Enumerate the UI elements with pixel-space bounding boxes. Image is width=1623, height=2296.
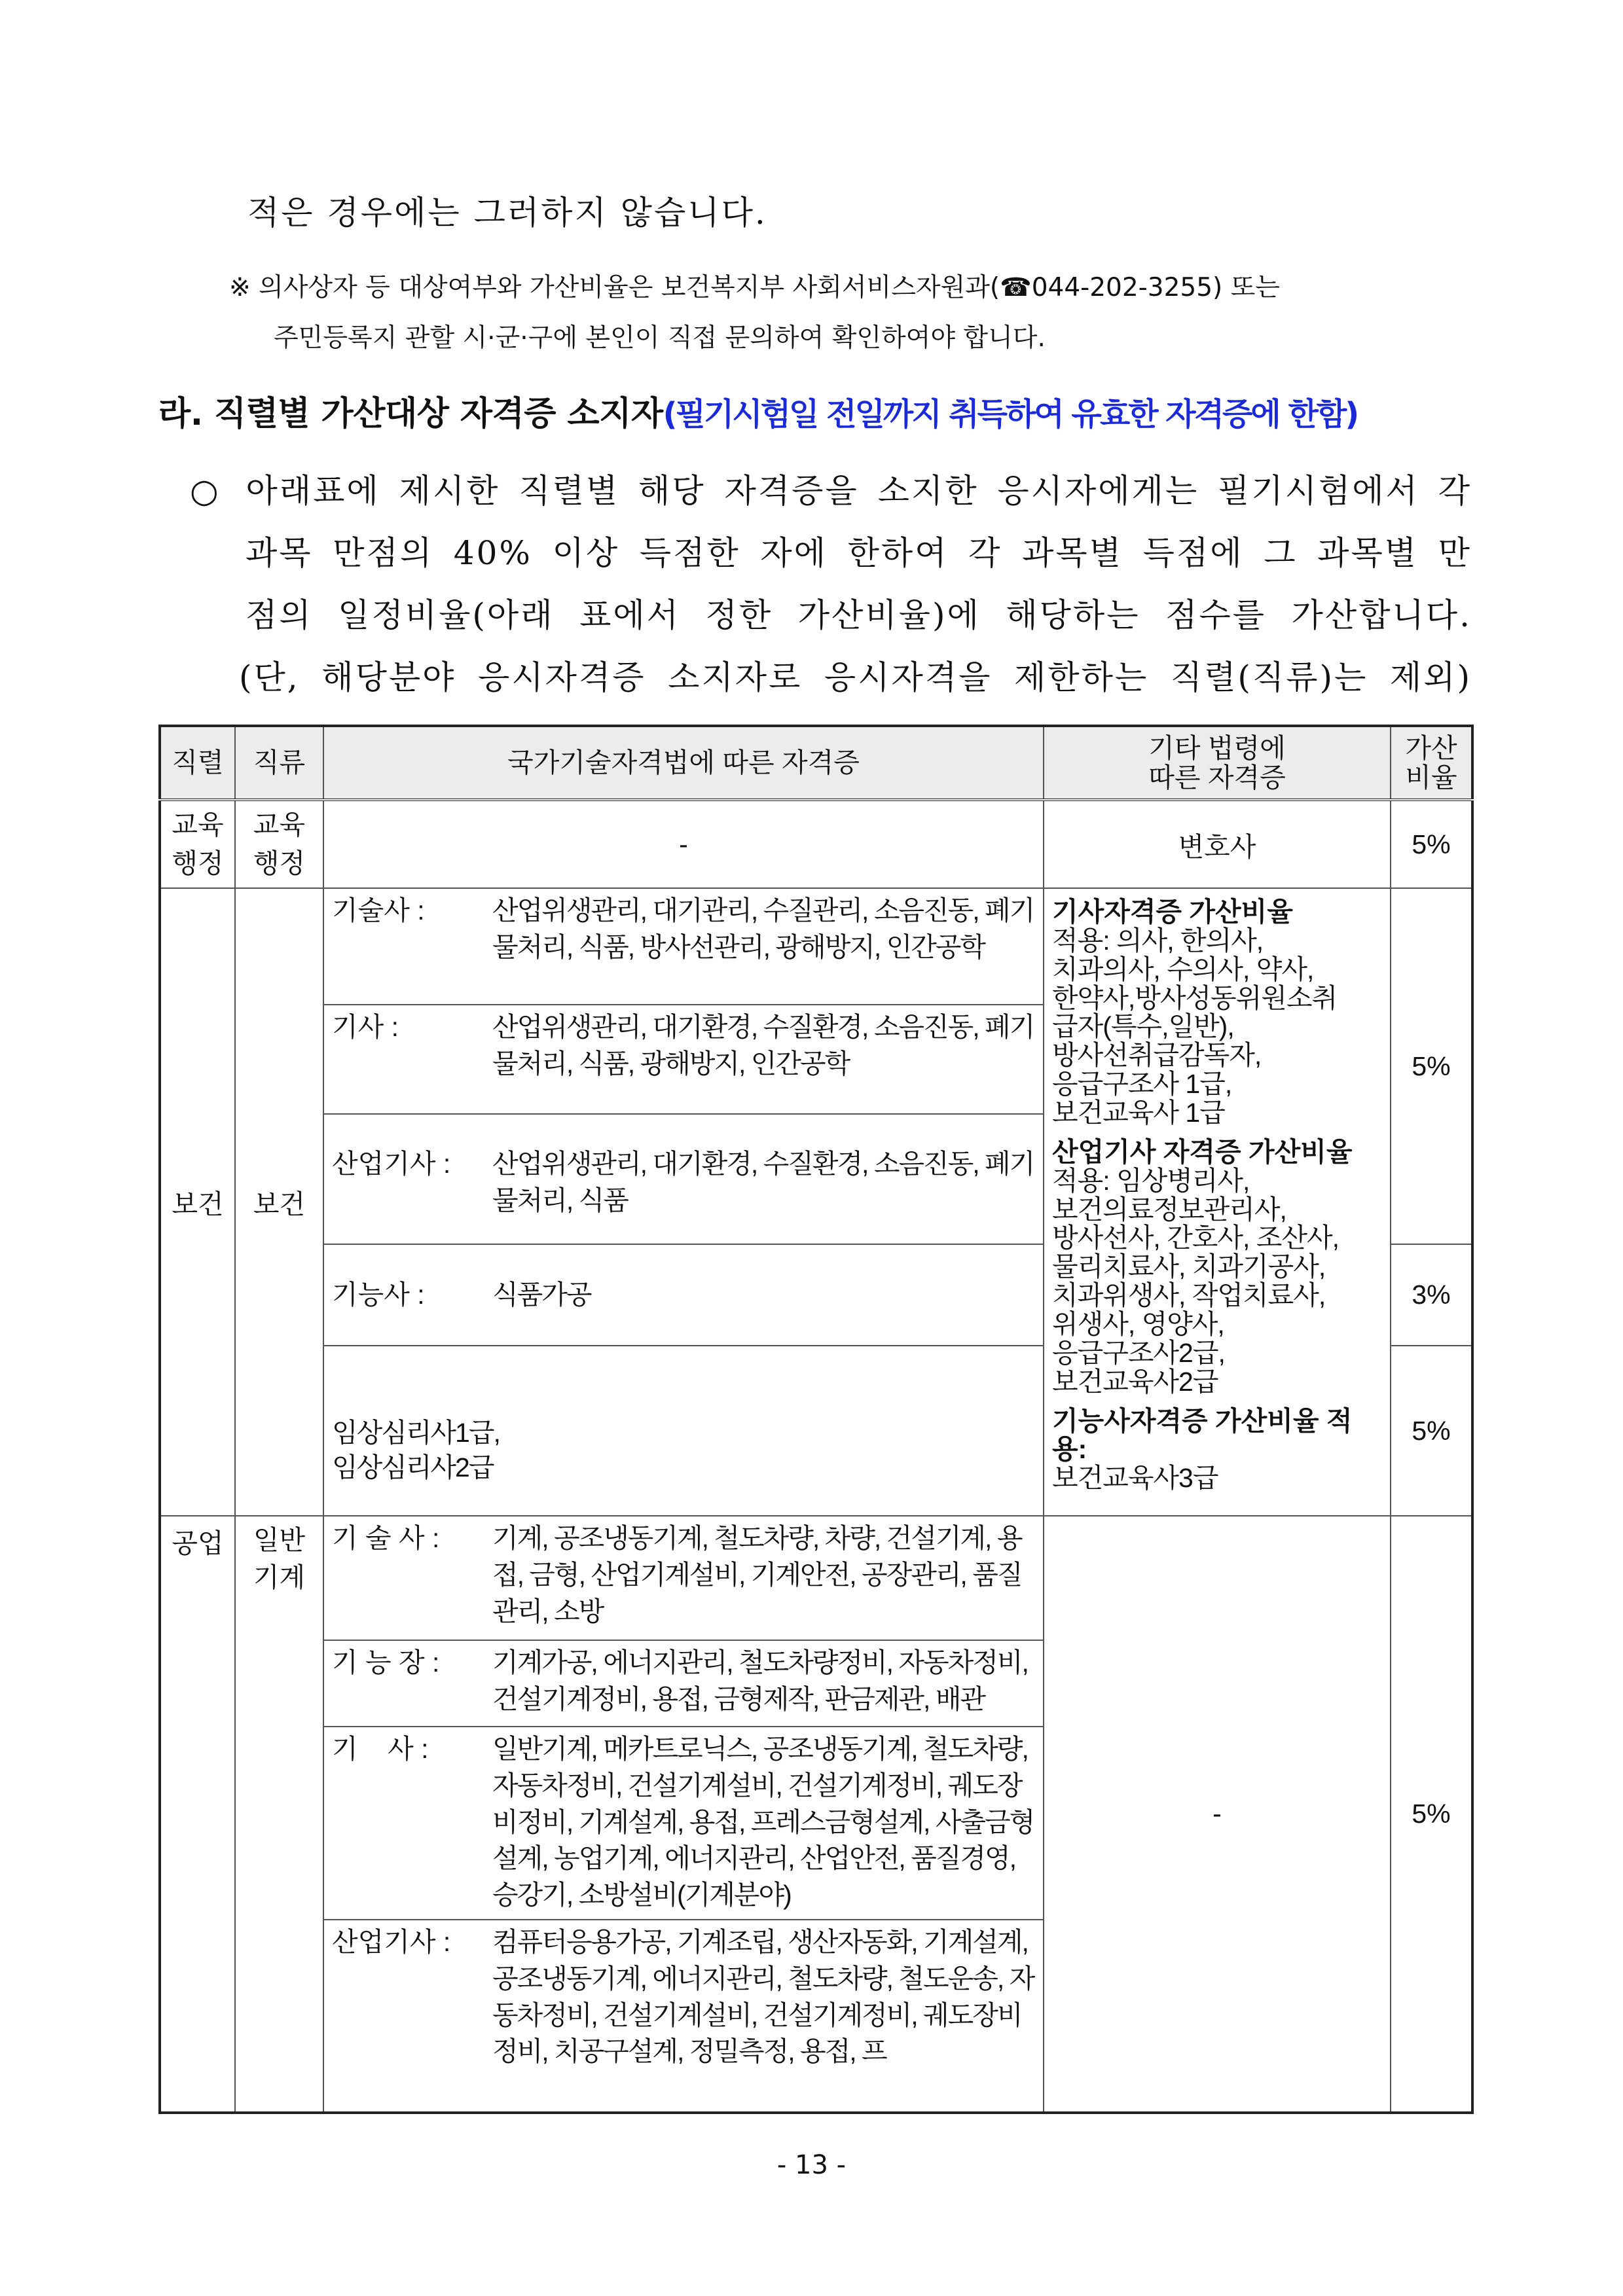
other-line: 급자(특수,일반), [1052, 1011, 1234, 1042]
section-heading [158, 386, 1357, 435]
table-row-industry-1 [160, 1516, 1472, 1640]
header-other-cert [1044, 726, 1391, 800]
health-cert-1 [323, 888, 1044, 1005]
header-ratio [1391, 726, 1472, 800]
health-ratio-2: 3% [1391, 1244, 1472, 1346]
psych-line-1: 임상심리사1급, [332, 1417, 500, 1448]
header-other-line-1: 기타 법령에 [1148, 733, 1286, 764]
header-series: 직렬 [160, 726, 235, 800]
cert-value: 산업위생관리, 대기환경, 수질환경, 소음진동, 폐기물처리, 식품, 광해방지, 인간공학 [492, 1012, 1034, 1079]
certificate-table [158, 725, 1474, 2114]
health-cert-psych [323, 1346, 1044, 1516]
header-track: 직류 [235, 726, 323, 800]
other-line: 보건교육사2급 [1052, 1366, 1218, 1397]
other-line: 보건의료정보관리사, [1052, 1194, 1286, 1225]
section-title-note: (필기시험일 전일까지 취득하여 유효한 자격증에 한함) [663, 396, 1358, 433]
table-row-edu [160, 800, 1472, 888]
other-line: 응급구조사2급, [1052, 1337, 1225, 1368]
para-line-2: 과목 만점의 40% 이상 득점한 자에 한하여 각 과목별 득점에 그 과목별 만 [246, 534, 1472, 572]
header-other-line-2: 따른 자격증 [1148, 762, 1286, 793]
edu-national: - [323, 800, 1044, 888]
cert-label: 산업기사 : [332, 1927, 451, 1957]
other-line: 위생사, 영양사, [1052, 1309, 1224, 1340]
other-line: 물리치료사, 치과기공사, [1052, 1251, 1326, 1282]
health-other-cert [1044, 888, 1391, 1516]
edu-track [235, 800, 323, 888]
edu-other: 변호사 [1044, 800, 1391, 888]
cert-label: 기 능 장 : [332, 1647, 440, 1677]
cert-label: 기사 : [332, 1012, 399, 1042]
industry-cert-3 [323, 1727, 1044, 1920]
para-line-1: ○ 아래표에 제시한 직렬별 해당 자격증을 소지한 응시자에게는 필기시험에서 각 [190, 472, 1472, 510]
other-line: 응급구조사 1급, [1052, 1069, 1232, 1100]
edu-ratio: 5% [1391, 800, 1472, 888]
edu-series-l2: 행정 [172, 848, 224, 878]
edu-track-l1: 교육 [253, 809, 306, 840]
other-line: 방사선취급감독자, [1052, 1040, 1262, 1071]
table-row-health-1 [160, 888, 1472, 1005]
intro-line: 적은 경우에는 그러하지 않습니다. [247, 194, 767, 232]
health-cert-2 [323, 1005, 1044, 1114]
health-series: 보건 [160, 888, 235, 1516]
cert-value: 산업위생관리, 대기관리, 수질관리, 소음진동, 폐기물처리, 식품, 방사선관리, 광해방지, 인간공학 [492, 895, 1034, 962]
cert-value: 컴퓨터응용가공, 기계조립, 생산자동화, 기계설계, 공조냉동기계, 에너지관리, 철도차량, 철도운송, 자동차정비, 건설기계설비, 건설기계정비, 궤도장비정비, 치공구설계, 정밀측정, 용접, 프 [492, 1927, 1034, 2067]
header-ratio-line-2: 비율 [1405, 762, 1457, 793]
industry-other: - [1044, 1516, 1391, 2113]
cert-value: 일반기계, 메카트로닉스, 공조냉동기계, 철도차량, 자동차정비, 건설기계설비, 건설기계정비, 궤도장비정비, 기계설계, 용접, 프레스금형설계, 사출금형설계, 농업기계, 에너지관리, 산업안전, 품질경영, 승강기, 소방설비(기계분야) [492, 1734, 1034, 1910]
cert-value: 기계, 공조냉동기계, 철도차량, 차량, 건설기계, 용접, 금형, 산업기계설비, 기계안전, 공장관리, 품질관리, 소방 [492, 1523, 1022, 1626]
industry-cert-1 [323, 1516, 1044, 1640]
other-line: 치과의사, 수의사, 약사, [1052, 954, 1314, 984]
section-title: 라. 직렬별 가산대상 자격증 소지자 [158, 395, 663, 433]
other-line: 기능사자격증 가산비율 적용: [1052, 1405, 1353, 1465]
other-line: 기사자격증 가산비율 [1052, 897, 1293, 927]
para-line-3: 점의 일정비율(아래 표에서 정한 가산비율)에 해당하는 점수를 가산합니다. [246, 596, 1472, 634]
note-line-1: ※ 의사상자 등 대상여부와 가산비율은 보건복지부 사회서비스자원과(☎044-202-3255) 또는 [229, 273, 1280, 302]
other-line: 치과위생사, 작업치료사, [1052, 1280, 1326, 1311]
para-line-4: (단, 해당분야 응시자격증 소지자로 응시자격을 제한하는 직렬(직류)는 제외) [239, 658, 1472, 696]
cert-value: 기계가공, 에너지관리, 철도차량정비, 자동차정비, 건설기계정비, 용접, 금형제작, 판금제관, 배관 [492, 1647, 1028, 1714]
cert-label: 기술사 : [332, 895, 425, 925]
industry-ratio: 5% [1391, 1516, 1472, 2113]
cert-label: 기능사 : [332, 1279, 425, 1310]
industry-cert-4 [323, 1920, 1044, 2113]
edu-series [160, 800, 235, 888]
psych-line-2: 임상심리사2급 [332, 1452, 494, 1482]
other-line: 산업기사 자격증 가산비율 [1052, 1136, 1353, 1167]
note-line-2: 주민등록지 관할 시·군·구에 본인이 직접 문의하여 확인하여야 합니다. [274, 323, 1046, 353]
industry-track [235, 1516, 323, 2113]
industry-series: 공업 [160, 1516, 235, 2113]
other-line: 적용: 임상병리사, [1052, 1165, 1250, 1196]
industry-cert-2 [323, 1640, 1044, 1727]
other-line: 적용: 의사, 한의사, [1052, 925, 1264, 956]
edu-series-l1: 교육 [172, 809, 224, 840]
health-cert-4 [323, 1244, 1044, 1346]
cert-value: 식품가공 [492, 1279, 591, 1310]
industry-track-l1: 일반 [253, 1525, 306, 1555]
table-header-row [160, 726, 1472, 800]
cert-label: 기 사 : [332, 1734, 429, 1764]
health-ratio-3: 5% [1391, 1346, 1472, 1516]
health-cert-3 [323, 1114, 1044, 1244]
header-ratio-line-1: 가산 [1405, 733, 1457, 764]
page-number: - 13 - [776, 2150, 847, 2180]
other-line: 보건교육사3급 [1052, 1463, 1218, 1494]
other-line: 보건교육사 1급 [1052, 1098, 1225, 1128]
cert-label: 기 술 사 : [332, 1523, 440, 1553]
edu-track-l2: 행정 [253, 848, 306, 878]
cert-label: 산업기사 : [332, 1148, 451, 1179]
cert-value: 산업위생관리, 대기환경, 수질환경, 소음진동, 폐기물처리, 식품 [492, 1148, 1034, 1215]
industry-track-l2: 기계 [253, 1562, 306, 1593]
header-national-cert: 국가기술자격법에 따른 자격증 [323, 726, 1044, 800]
other-line: 방사선사, 간호사, 조산사, [1052, 1223, 1340, 1253]
health-ratio-1: 5% [1391, 888, 1472, 1244]
health-track: 보건 [235, 888, 323, 1516]
other-line: 한약사,방사성동위원소취 [1052, 982, 1338, 1013]
